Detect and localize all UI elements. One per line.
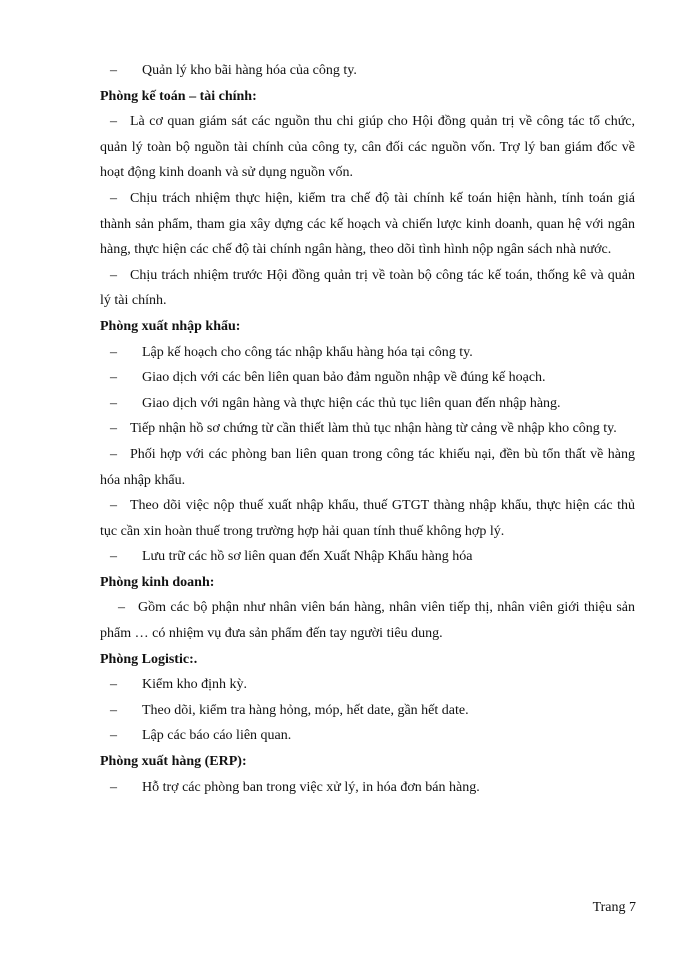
list-item: – Hỗ trợ các phòng ban trong việc xử lý, in hóa đơn bán hàng. [110, 779, 480, 795]
list-item: – Lưu trữ các hồ sơ liên quan đến Xuất Nhập Khẩu hàng hóa [110, 549, 473, 565]
paragraph: – Chịu trách nhiệm thực hiện, kiểm tra chế độ tài chính kế toán hiện hành, tính toán giá thành sản phẩm, tham gia xây dựng các kế hoạch và chiến lược kinh doanh, quan hệ với ngân hàng, thực hiện các chế độ tài chính ngân hàng, theo dõi tình hình nộp ngân sách nhà nước. [100, 190, 635, 258]
section-heading-sales: Phòng kinh doanh: [100, 574, 215, 590]
page-number: Trang 7 [592, 900, 636, 915]
list-item: – Giao dịch với ngân hàng và thực hiện các thủ tục liên quan đến nhập hàng. [110, 395, 561, 411]
list-item: – Giao dịch với các bên liên quan bảo đảm nguồn nhập về đúng kế hoạch. [110, 370, 546, 386]
paragraph: – Chịu trách nhiệm trước Hội đồng quản trị về toàn bộ công tác kế toán, thống kê và quản lý tài chính. [100, 267, 635, 309]
section-heading-erp: Phòng xuất hàng (ERP): [100, 754, 247, 770]
document-body [100, 58, 635, 800]
paragraph: – Là cơ quan giám sát các nguồn thu chi giúp cho Hội đồng quản trị về công tác tổ chức, quản lý toàn bộ nguồn tài chính của công ty, cân đối các nguồn vốn. Trợ lý ban giám đốc về hoạt động kinh doanh và sử dụng nguồn vốn. [100, 114, 635, 181]
paragraph: – Gồm các bộ phận như nhân viên bán hàng, nhân viên tiếp thị, nhân viên giới thiệu sản phẩm … có nhiệm vụ đưa sản phẩm đến tay người tiêu dung. [100, 600, 635, 642]
paragraph: – Theo dõi việc nộp thuế xuất nhập khẩu, thuế GTGT thàng nhập khẩu, thực hiện các thủ tục cần xin hoàn thuế trong trường hợp hải quan tính thuế không hợp lý. [100, 498, 635, 539]
paragraph: – Phối hợp với các phòng ban liên quan trong công tác khiếu nại, đền bù tổn thất về hàng hóa nhập khẩu. [100, 446, 635, 488]
section-heading-import-export: Phòng xuất nhập khẩu: [100, 318, 241, 334]
section-heading-accounting: Phòng kế toán – tài chính: [100, 88, 257, 104]
section-heading-logistic: Phòng Logistic:. [100, 651, 198, 667]
paragraph: – Tiếp nhận hồ sơ chứng từ cần thiết làm thủ tục nhận hàng từ cảng về nhập kho công ty. [110, 421, 617, 437]
list-item: – Lập các báo cáo liên quan. [110, 728, 292, 744]
list-item: – Kiểm kho định kỳ. [110, 677, 247, 693]
list-item: – Theo dõi, kiểm tra hàng hỏng, móp, hết date, gần hết date. [110, 702, 469, 718]
list-item: – Lập kế hoạch cho công tác nhập khẩu hàng hóa tại công ty. [110, 344, 473, 360]
list-item: – Quản lý kho bãi hàng hóa của công ty. [110, 63, 357, 78]
